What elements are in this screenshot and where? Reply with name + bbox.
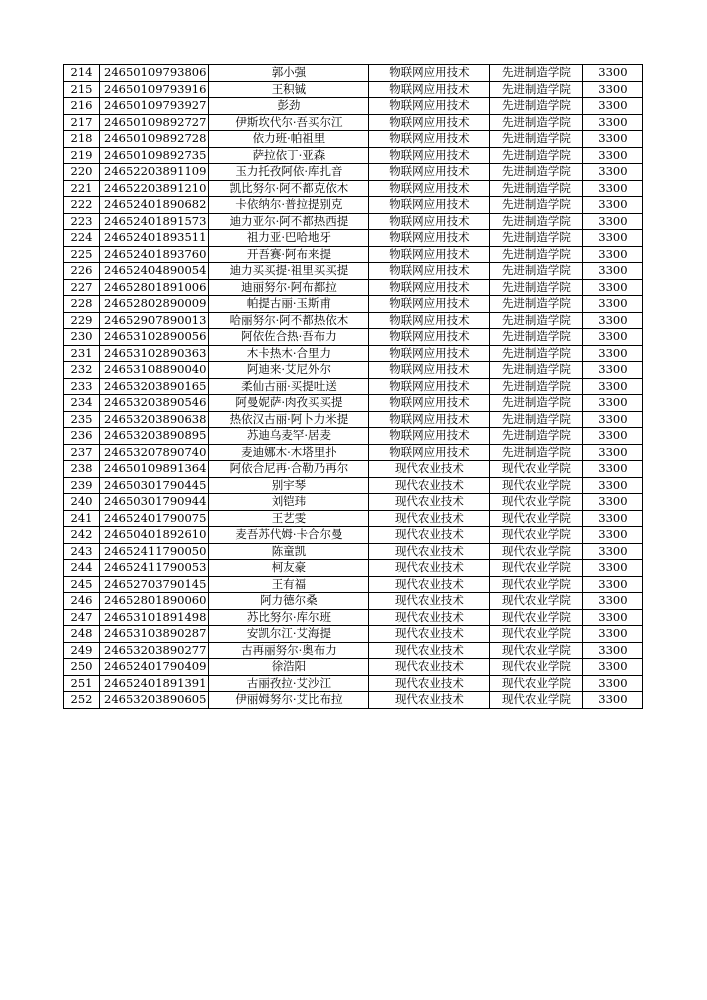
college-cell: 现代农业学院	[490, 626, 583, 643]
amount-cell: 3300	[583, 98, 643, 115]
major-cell: 物联网应用技术	[369, 230, 490, 247]
amount-cell: 3300	[583, 461, 643, 478]
table-row	[64, 692, 643, 709]
row-number-cell: 244	[64, 560, 100, 577]
amount-cell: 3300	[583, 65, 643, 82]
row-number-cell: 237	[64, 444, 100, 461]
table-row	[64, 659, 643, 676]
amount-cell: 3300	[583, 263, 643, 280]
table-row	[64, 279, 643, 296]
amount-cell: 3300	[583, 312, 643, 329]
amount-cell: 3300	[583, 593, 643, 610]
row-number-cell: 225	[64, 246, 100, 263]
row-number-cell: 221	[64, 180, 100, 197]
major-cell: 物联网应用技术	[369, 329, 490, 346]
row-number-cell: 235	[64, 411, 100, 428]
student-name-cell: 麦吾苏代姆·卡合尔曼	[209, 527, 369, 544]
student-id-cell: 24653207890740	[100, 444, 209, 461]
table-row	[64, 576, 643, 593]
row-number-cell: 219	[64, 147, 100, 164]
student-id-cell: 24652411790053	[100, 560, 209, 577]
student-name-cell: 王艺雯	[209, 510, 369, 527]
major-cell: 现代农业技术	[369, 675, 490, 692]
student-name-cell: 别宇琴	[209, 477, 369, 494]
student-name-cell: 木卡热木·合里力	[209, 345, 369, 362]
student-name-cell: 阿依合尼再·合勒乃再尔	[209, 461, 369, 478]
college-cell: 现代农业学院	[490, 477, 583, 494]
college-cell: 先进制造学院	[490, 345, 583, 362]
amount-cell: 3300	[583, 642, 643, 659]
row-number-cell: 228	[64, 296, 100, 313]
amount-cell: 3300	[583, 527, 643, 544]
college-cell: 现代农业学院	[490, 576, 583, 593]
table-row	[64, 543, 643, 560]
college-cell: 先进制造学院	[490, 395, 583, 412]
college-cell: 现代农业学院	[490, 642, 583, 659]
amount-cell: 3300	[583, 576, 643, 593]
table-row	[64, 81, 643, 98]
amount-cell: 3300	[583, 246, 643, 263]
student-id-cell: 24653102890056	[100, 329, 209, 346]
student-id-cell: 24650109793916	[100, 81, 209, 98]
amount-cell: 3300	[583, 675, 643, 692]
college-cell: 先进制造学院	[490, 230, 583, 247]
row-number-cell: 239	[64, 477, 100, 494]
college-cell: 先进制造学院	[490, 329, 583, 346]
student-id-cell: 24652404890054	[100, 263, 209, 280]
major-cell: 物联网应用技术	[369, 98, 490, 115]
amount-cell: 3300	[583, 510, 643, 527]
college-cell: 现代农业学院	[490, 510, 583, 527]
row-number-cell: 251	[64, 675, 100, 692]
row-number-cell: 247	[64, 609, 100, 626]
table-row	[64, 147, 643, 164]
student-name-cell: 古丽孜拉·艾沙江	[209, 675, 369, 692]
student-name-cell: 祖力亚·巴哈地牙	[209, 230, 369, 247]
amount-cell: 3300	[583, 444, 643, 461]
row-number-cell: 230	[64, 329, 100, 346]
major-cell: 物联网应用技术	[369, 114, 490, 131]
table-row	[64, 626, 643, 643]
student-name-cell: 卡依纳尔·普拉提别克	[209, 197, 369, 214]
student-name-cell: 热依汉古丽·阿卜力米提	[209, 411, 369, 428]
college-cell: 先进制造学院	[490, 197, 583, 214]
college-cell: 现代农业学院	[490, 609, 583, 626]
amount-cell: 3300	[583, 345, 643, 362]
major-cell: 现代农业技术	[369, 543, 490, 560]
row-number-cell: 238	[64, 461, 100, 478]
major-cell: 物联网应用技术	[369, 164, 490, 181]
student-name-cell: 萨拉依丁·亚森	[209, 147, 369, 164]
student-name-cell: 伊斯坎代尔·吾买尔江	[209, 114, 369, 131]
student-id-cell: 24652907890013	[100, 312, 209, 329]
table-row	[64, 246, 643, 263]
table-row	[64, 675, 643, 692]
row-number-cell: 243	[64, 543, 100, 560]
row-number-cell: 236	[64, 428, 100, 445]
row-number-cell: 252	[64, 692, 100, 709]
major-cell: 物联网应用技术	[369, 65, 490, 82]
student-name-cell: 凯比努尔·阿不都克依木	[209, 180, 369, 197]
amount-cell: 3300	[583, 147, 643, 164]
row-number-cell: 216	[64, 98, 100, 115]
table-row	[64, 230, 643, 247]
student-name-cell: 迪丽努尔·阿布都拉	[209, 279, 369, 296]
student-name-cell: 彭劲	[209, 98, 369, 115]
table-row	[64, 444, 643, 461]
table-row	[64, 593, 643, 610]
major-cell: 现代农业技术	[369, 527, 490, 544]
table-row	[64, 131, 643, 148]
college-cell: 先进制造学院	[490, 428, 583, 445]
major-cell: 现代农业技术	[369, 626, 490, 643]
amount-cell: 3300	[583, 114, 643, 131]
row-number-cell: 246	[64, 593, 100, 610]
student-id-cell: 24652801891006	[100, 279, 209, 296]
major-cell: 物联网应用技术	[369, 378, 490, 395]
student-name-cell: 迪力买买提·祖里买买提	[209, 263, 369, 280]
table-row	[64, 362, 643, 379]
major-cell: 物联网应用技术	[369, 263, 490, 280]
student-list-table	[63, 64, 643, 709]
student-name-cell: 阿曼妮萨·肉孜买买提	[209, 395, 369, 412]
student-id-cell: 24653103890287	[100, 626, 209, 643]
student-id-cell: 24652401893511	[100, 230, 209, 247]
college-cell: 现代农业学院	[490, 593, 583, 610]
major-cell: 物联网应用技术	[369, 213, 490, 230]
college-cell: 先进制造学院	[490, 378, 583, 395]
student-name-cell: 苏迪乌麦罕·居麦	[209, 428, 369, 445]
row-number-cell: 248	[64, 626, 100, 643]
row-number-cell: 218	[64, 131, 100, 148]
major-cell: 现代农业技术	[369, 510, 490, 527]
student-id-cell: 24652401891573	[100, 213, 209, 230]
student-id-cell: 24653108890040	[100, 362, 209, 379]
row-number-cell: 242	[64, 527, 100, 544]
major-cell: 现代农业技术	[369, 642, 490, 659]
amount-cell: 3300	[583, 180, 643, 197]
major-cell: 物联网应用技术	[369, 197, 490, 214]
table-row	[64, 642, 643, 659]
college-cell: 先进制造学院	[490, 98, 583, 115]
major-cell: 现代农业技术	[369, 659, 490, 676]
student-id-cell: 24652401790075	[100, 510, 209, 527]
college-cell: 现代农业学院	[490, 675, 583, 692]
student-id-cell: 24650401892610	[100, 527, 209, 544]
student-name-cell: 陈童凯	[209, 543, 369, 560]
amount-cell: 3300	[583, 197, 643, 214]
row-number-cell: 217	[64, 114, 100, 131]
row-number-cell: 215	[64, 81, 100, 98]
student-id-cell: 24653203890165	[100, 378, 209, 395]
row-number-cell: 245	[64, 576, 100, 593]
amount-cell: 3300	[583, 626, 643, 643]
amount-cell: 3300	[583, 543, 643, 560]
amount-cell: 3300	[583, 411, 643, 428]
student-name-cell: 郭小强	[209, 65, 369, 82]
table-row	[64, 560, 643, 577]
student-id-cell: 24653203890277	[100, 642, 209, 659]
row-number-cell: 233	[64, 378, 100, 395]
student-name-cell: 麦迪娜木·木塔里扑	[209, 444, 369, 461]
row-number-cell: 249	[64, 642, 100, 659]
table-row	[64, 345, 643, 362]
student-name-cell: 刘铠玮	[209, 494, 369, 511]
student-id-cell: 24652203891210	[100, 180, 209, 197]
college-cell: 先进制造学院	[490, 312, 583, 329]
row-number-cell: 220	[64, 164, 100, 181]
student-id-cell: 24652401893760	[100, 246, 209, 263]
row-number-cell: 250	[64, 659, 100, 676]
major-cell: 物联网应用技术	[369, 411, 490, 428]
college-cell: 现代农业学院	[490, 527, 583, 544]
student-id-cell: 24652401890682	[100, 197, 209, 214]
major-cell: 物联网应用技术	[369, 345, 490, 362]
student-id-cell: 24653203890605	[100, 692, 209, 709]
amount-cell: 3300	[583, 329, 643, 346]
major-cell: 现代农业技术	[369, 477, 490, 494]
college-cell: 先进制造学院	[490, 180, 583, 197]
table-row	[64, 378, 643, 395]
table-row	[64, 609, 643, 626]
table-row	[64, 180, 643, 197]
table-body	[64, 65, 643, 709]
row-number-cell: 224	[64, 230, 100, 247]
major-cell: 物联网应用技术	[369, 131, 490, 148]
college-cell: 现代农业学院	[490, 692, 583, 709]
table-row	[64, 164, 643, 181]
college-cell: 先进制造学院	[490, 213, 583, 230]
major-cell: 物联网应用技术	[369, 180, 490, 197]
row-number-cell: 232	[64, 362, 100, 379]
student-id-cell: 24650109793927	[100, 98, 209, 115]
student-name-cell: 帕提古丽·玉斯甫	[209, 296, 369, 313]
student-id-cell: 24653101891498	[100, 609, 209, 626]
college-cell: 先进制造学院	[490, 65, 583, 82]
table-row	[64, 428, 643, 445]
table-row	[64, 263, 643, 280]
student-name-cell: 古再丽努尔·奥布力	[209, 642, 369, 659]
college-cell: 先进制造学院	[490, 246, 583, 263]
student-id-cell: 24652411790050	[100, 543, 209, 560]
document-page	[63, 64, 643, 709]
amount-cell: 3300	[583, 560, 643, 577]
student-name-cell: 开吾赛·阿布来提	[209, 246, 369, 263]
college-cell: 先进制造学院	[490, 444, 583, 461]
table-row	[64, 527, 643, 544]
student-name-cell: 依力班·帕祖里	[209, 131, 369, 148]
major-cell: 物联网应用技术	[369, 312, 490, 329]
college-cell: 现代农业学院	[490, 494, 583, 511]
student-id-cell: 24650109892735	[100, 147, 209, 164]
student-id-cell: 24653102890363	[100, 345, 209, 362]
table-row	[64, 461, 643, 478]
student-id-cell: 24650109892727	[100, 114, 209, 131]
table-row	[64, 296, 643, 313]
row-number-cell: 226	[64, 263, 100, 280]
college-cell: 先进制造学院	[490, 114, 583, 131]
table-row	[64, 411, 643, 428]
major-cell: 物联网应用技术	[369, 246, 490, 263]
student-id-cell: 24652802890009	[100, 296, 209, 313]
amount-cell: 3300	[583, 296, 643, 313]
college-cell: 先进制造学院	[490, 279, 583, 296]
table-row	[64, 312, 643, 329]
table-row	[64, 510, 643, 527]
student-id-cell: 24652203891109	[100, 164, 209, 181]
major-cell: 物联网应用技术	[369, 395, 490, 412]
major-cell: 物联网应用技术	[369, 81, 490, 98]
college-cell: 现代农业学院	[490, 659, 583, 676]
student-name-cell: 迪力亚尔·阿不都热西提	[209, 213, 369, 230]
row-number-cell: 229	[64, 312, 100, 329]
student-name-cell: 阿迪来·艾尼外尔	[209, 362, 369, 379]
amount-cell: 3300	[583, 659, 643, 676]
amount-cell: 3300	[583, 609, 643, 626]
student-name-cell: 柯友豪	[209, 560, 369, 577]
row-number-cell: 241	[64, 510, 100, 527]
student-name-cell: 徐浩阳	[209, 659, 369, 676]
amount-cell: 3300	[583, 230, 643, 247]
major-cell: 现代农业技术	[369, 494, 490, 511]
college-cell: 先进制造学院	[490, 147, 583, 164]
table-row	[64, 213, 643, 230]
student-name-cell: 柔仙古丽·买提吐送	[209, 378, 369, 395]
major-cell: 现代农业技术	[369, 461, 490, 478]
amount-cell: 3300	[583, 494, 643, 511]
table-row	[64, 197, 643, 214]
amount-cell: 3300	[583, 279, 643, 296]
student-name-cell: 伊丽姆努尔·艾比布拉	[209, 692, 369, 709]
student-name-cell: 安凯尔江·艾海提	[209, 626, 369, 643]
amount-cell: 3300	[583, 378, 643, 395]
row-number-cell: 231	[64, 345, 100, 362]
student-name-cell: 玉力托孜阿依·库扎音	[209, 164, 369, 181]
amount-cell: 3300	[583, 131, 643, 148]
college-cell: 先进制造学院	[490, 362, 583, 379]
college-cell: 先进制造学院	[490, 411, 583, 428]
student-id-cell: 24650109892728	[100, 131, 209, 148]
college-cell: 先进制造学院	[490, 81, 583, 98]
college-cell: 现代农业学院	[490, 543, 583, 560]
amount-cell: 3300	[583, 428, 643, 445]
row-number-cell: 240	[64, 494, 100, 511]
major-cell: 物联网应用技术	[369, 147, 490, 164]
amount-cell: 3300	[583, 477, 643, 494]
major-cell: 现代农业技术	[369, 560, 490, 577]
amount-cell: 3300	[583, 213, 643, 230]
student-id-cell: 24652401790409	[100, 659, 209, 676]
college-cell: 现代农业学院	[490, 461, 583, 478]
row-number-cell: 227	[64, 279, 100, 296]
major-cell: 物联网应用技术	[369, 296, 490, 313]
student-id-cell: 24652401891391	[100, 675, 209, 692]
major-cell: 现代农业技术	[369, 593, 490, 610]
student-name-cell: 阿力德尔桑	[209, 593, 369, 610]
student-id-cell: 24653203890638	[100, 411, 209, 428]
table-row	[64, 65, 643, 82]
student-name-cell: 王积铖	[209, 81, 369, 98]
major-cell: 物联网应用技术	[369, 428, 490, 445]
student-name-cell: 哈丽努尔·阿不都热依木	[209, 312, 369, 329]
table-row	[64, 494, 643, 511]
amount-cell: 3300	[583, 362, 643, 379]
row-number-cell: 222	[64, 197, 100, 214]
college-cell: 先进制造学院	[490, 263, 583, 280]
major-cell: 物联网应用技术	[369, 362, 490, 379]
student-name-cell: 王有福	[209, 576, 369, 593]
college-cell: 先进制造学院	[490, 164, 583, 181]
row-number-cell: 234	[64, 395, 100, 412]
student-id-cell: 24650109891364	[100, 461, 209, 478]
student-id-cell: 24653203890546	[100, 395, 209, 412]
major-cell: 现代农业技术	[369, 576, 490, 593]
student-id-cell: 24650301790445	[100, 477, 209, 494]
student-id-cell: 24653203890895	[100, 428, 209, 445]
student-id-cell: 24652703790145	[100, 576, 209, 593]
table-row	[64, 395, 643, 412]
major-cell: 现代农业技术	[369, 692, 490, 709]
table-row	[64, 114, 643, 131]
student-id-cell: 24650109793806	[100, 65, 209, 82]
student-name-cell: 苏比努尔·库尔班	[209, 609, 369, 626]
major-cell: 现代农业技术	[369, 609, 490, 626]
student-id-cell: 24652801890060	[100, 593, 209, 610]
table-row	[64, 477, 643, 494]
row-number-cell: 223	[64, 213, 100, 230]
major-cell: 物联网应用技术	[369, 444, 490, 461]
amount-cell: 3300	[583, 692, 643, 709]
student-name-cell: 阿依佐合热·吾布力	[209, 329, 369, 346]
college-cell: 现代农业学院	[490, 560, 583, 577]
amount-cell: 3300	[583, 164, 643, 181]
major-cell: 物联网应用技术	[369, 279, 490, 296]
college-cell: 先进制造学院	[490, 131, 583, 148]
row-number-cell: 214	[64, 65, 100, 82]
table-row	[64, 329, 643, 346]
student-id-cell: 24650301790944	[100, 494, 209, 511]
table-row	[64, 98, 643, 115]
amount-cell: 3300	[583, 81, 643, 98]
amount-cell: 3300	[583, 395, 643, 412]
college-cell: 先进制造学院	[490, 296, 583, 313]
